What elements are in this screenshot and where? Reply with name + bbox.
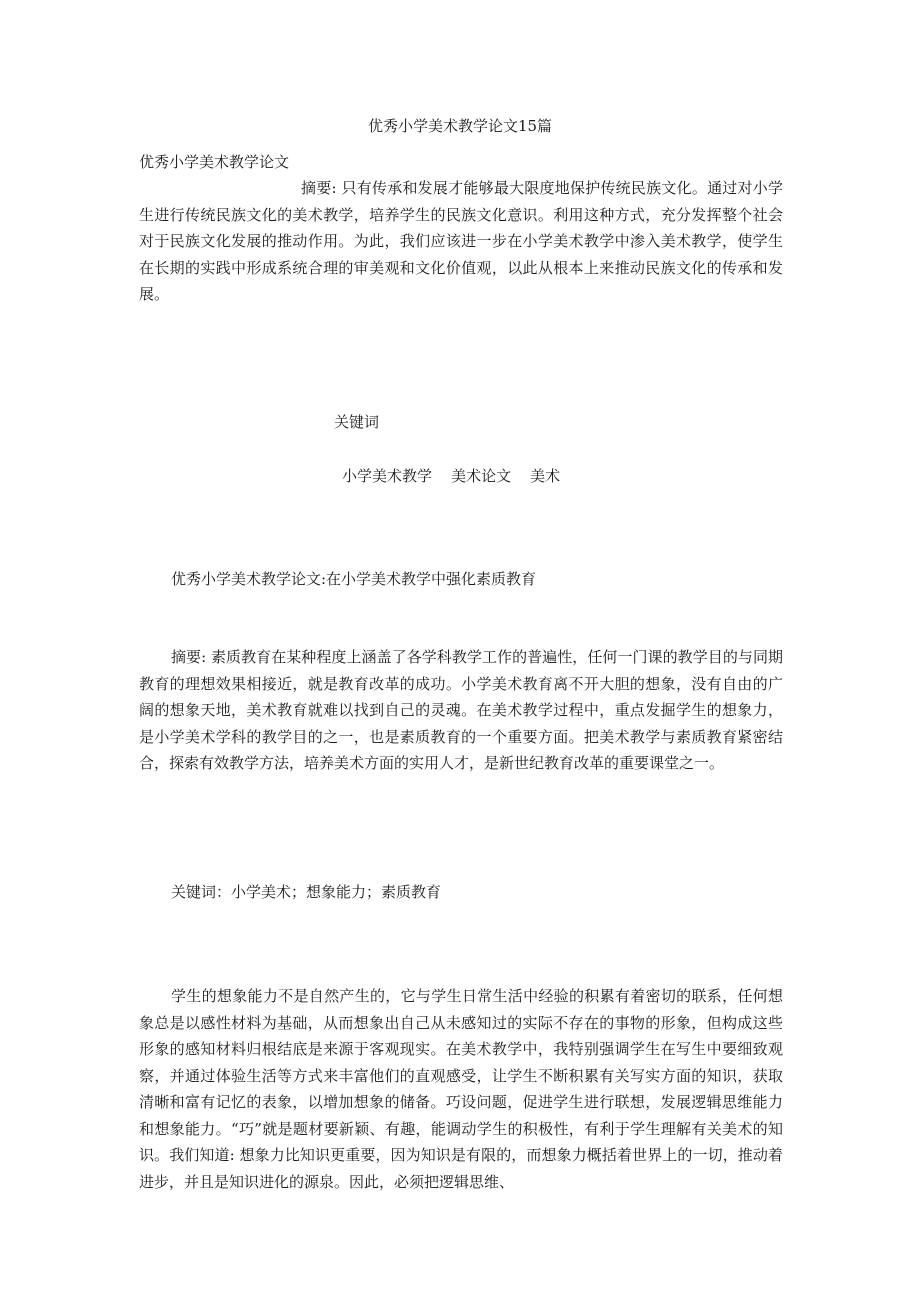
section-title: 优秀小学美术教学论文:在小学美术教学中强化素质教育 (171, 570, 537, 588)
keywords-list-1: 小学美术教学 美术论文 美术 (342, 467, 561, 485)
keywords-list-2: 关键词：小学美术；想象能力；素质教育 (171, 883, 442, 901)
abstract-paragraph-1: 摘要: 只有传承和发展才能够最大限度地保护传统民族文化。通过对小学生进行传统民族文化的美术教学，培养学生的民族文化意识。利用这种方式，充分发挥整个社会对于民族文化发展的推动作用。为此，我们应该进一步在小学美术教学中渗入美术教学，使学生在长期的实践中形成系统合理的审美观和文化价值观，以此从根本上来推动民族文化的传承和发展。 (139, 179, 783, 303)
body-paragraph: 学生的想象能力不是自然产生的，它与学生日常生活中经验的积累有着密切的联系，任何想象总是以感性材料为基础，从而想象出自己从未感知过的实际不存在的事物的形象，但构成这些形象的感知材料归根结底是来源于客观现实。在美术教学中，我特别强调学生在写生中要细致观察，并通过体验生活等方式来丰富他们的直观感受，让学生不断积累有关写实方面的知识，获取清晰和富有记忆的表象，以增加想象的储备。巧设问题，促进学生进行联想，发展逻辑思维能力和想象能力。“巧”就是题材要新颖、有趣，能调动学生的积极性，有利于学生理解有关美术的知识。我们知道: 想象力比知识更重要，因为知识是有限的，而想象力概括着世界上的一切，推动着进步，并且是知识进化的源泉。因此，必须把逻辑思维、 (139, 987, 783, 1191)
document-subtitle: 优秀小学美术教学论文 (139, 153, 290, 171)
document-title: 优秀小学美术教学论文15篇 (367, 117, 553, 135)
keywords-heading: 关键词 (334, 413, 380, 431)
abstract-paragraph-2: 摘要: 素质教育在某种程度上涵盖了各学科教学工作的普遍性，任何一门课的教学目的与同期教育的理想效果相接近，就是教育改革的成功。小学美术教育离不开大胆的想象，没有自由的广阔的想象天地，美术教育就难以找到自己的灵魂。在美术教学过程中，重点发掘学生的想象力，是小学美术学科的教学目的之一，也是素质教育的一个重要方面。把美术教学与素质教育紧密结合，探索有效教学方法，培养美术方面的实用人才，是新世纪教育改革的重要课堂之一。 (139, 648, 783, 772)
